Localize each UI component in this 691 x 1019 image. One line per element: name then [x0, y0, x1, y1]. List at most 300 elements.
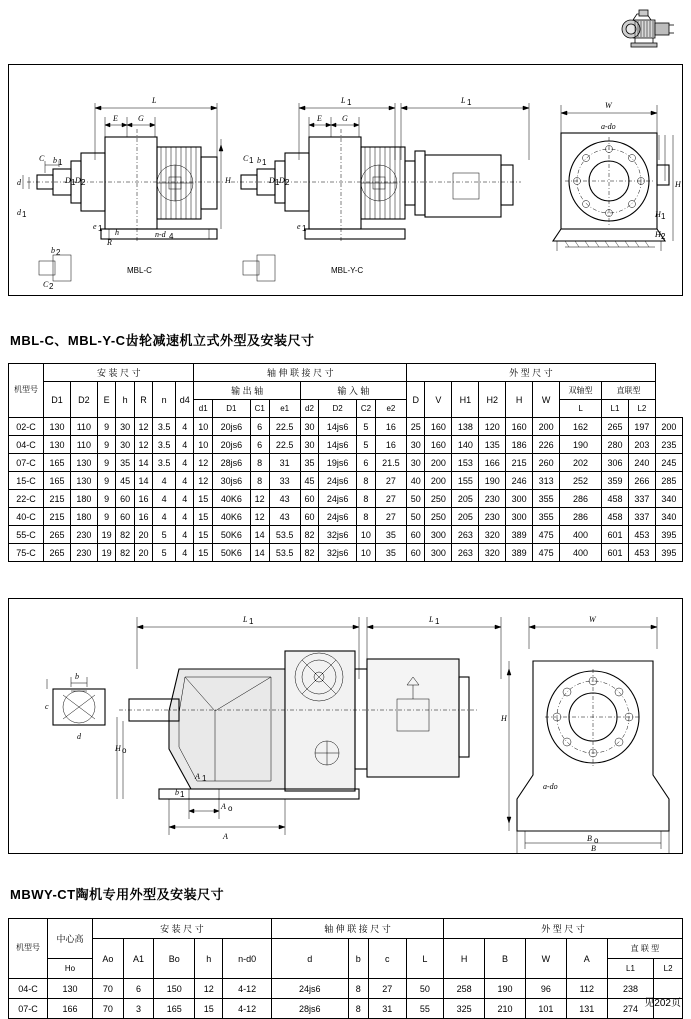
svg-text:b: b: [53, 156, 57, 165]
table-cell: 50: [406, 490, 424, 508]
table-cell: 4: [175, 418, 193, 436]
col-D: D: [406, 382, 424, 418]
table-row: [9, 454, 683, 472]
table-cell: 4: [175, 544, 193, 562]
table-cell: 24js6: [319, 490, 357, 508]
svg-text:G: G: [138, 114, 144, 123]
table-row: [9, 939, 683, 959]
col-H-2: H: [444, 939, 485, 979]
table-cell: 130: [44, 418, 71, 436]
table-cell: 120: [479, 418, 506, 436]
table-cell: 70: [93, 979, 124, 999]
table-cell: 112: [566, 979, 607, 999]
table-cell: 165: [44, 472, 71, 490]
table-cell: 150: [154, 979, 195, 999]
table-cell: 180: [70, 490, 97, 508]
table-cell: 14: [134, 454, 152, 472]
col-h2: h: [195, 939, 223, 979]
svg-text:L: L: [243, 615, 248, 624]
sub-input-shaft: 输 入 轴: [300, 382, 406, 400]
table-cell: 190: [479, 472, 506, 490]
table-cell: 230: [70, 526, 97, 544]
table-cell: 359: [602, 472, 629, 490]
table-cell: 12: [194, 472, 212, 490]
svg-text:A: A: [223, 832, 228, 841]
table-cell: 601: [602, 544, 629, 562]
table-cell: 4: [175, 508, 193, 526]
svg-text:L: L: [152, 96, 157, 105]
table-cell: 300: [425, 544, 452, 562]
table-cell: 6: [250, 418, 269, 436]
table-cell: 55: [406, 999, 444, 1019]
table-cell: 475: [533, 544, 560, 562]
svg-text:W: W: [605, 101, 612, 110]
section-heading-1: MBL-C、MBL-Y-C齿轮减速机立式外型及安装尺寸: [10, 333, 315, 348]
table-cell: 190: [485, 979, 526, 999]
table-cell: 205: [452, 508, 479, 526]
sub-direct-coupled-2: 直 联 型: [607, 939, 682, 959]
col-L1-2: L1: [607, 959, 653, 979]
svg-text:1: 1: [661, 212, 666, 221]
svg-text:d: d: [77, 732, 81, 741]
table-cell: 203: [628, 436, 655, 454]
col-H2: H2: [479, 382, 506, 418]
table-cell: 8: [357, 508, 376, 526]
table-cell: 274: [607, 999, 653, 1019]
table-cell: 12: [134, 418, 152, 436]
svg-text:H: H: [115, 744, 121, 753]
table-cell: 6: [250, 436, 269, 454]
table-cell: 205: [452, 490, 479, 508]
table-cell: 6: [123, 979, 154, 999]
table-cell: 82: [116, 544, 134, 562]
table-cell: 15-C: [9, 472, 44, 490]
table-cell: 19: [97, 544, 115, 562]
table-cell: 389: [506, 526, 533, 544]
table-cell: 130: [44, 436, 71, 454]
col-D2: D2: [70, 382, 97, 418]
svg-text:1: 1: [249, 617, 254, 626]
svg-text:1: 1: [249, 156, 254, 165]
col-L-2: L: [406, 939, 444, 979]
group-outer: 外 型 尺 寸: [406, 364, 655, 382]
table-cell: 238: [607, 979, 653, 999]
table-cell: 04-C: [9, 436, 44, 454]
col-C1: C1: [250, 400, 269, 418]
table-cell: 395: [655, 544, 682, 562]
table-row: [9, 364, 683, 382]
col-R: R: [134, 382, 152, 418]
table-cell: 4: [153, 490, 176, 508]
table-cell: 75-C: [9, 544, 44, 562]
col-n: n: [153, 382, 176, 418]
table-cell: 35: [375, 544, 406, 562]
table-cell: 306: [602, 454, 629, 472]
col-d2: d2: [300, 400, 318, 418]
table-cell: 30js6: [212, 472, 250, 490]
table-cell: 40K6: [212, 508, 250, 526]
table-cell: 130: [70, 454, 97, 472]
sub-direct-coupled: 直联型: [602, 382, 656, 400]
table-cell: 07-C: [9, 454, 44, 472]
col-e2: e2: [375, 400, 406, 418]
table-cell: 4: [175, 454, 193, 472]
table-cell: 166: [48, 999, 93, 1019]
table-cell: 266: [628, 472, 655, 490]
svg-text:1: 1: [467, 98, 472, 107]
table-row: [9, 436, 683, 454]
table-cell: 27: [375, 472, 406, 490]
col-E: E: [97, 382, 115, 418]
col-H: H: [506, 382, 533, 418]
table-cell: 5: [153, 526, 176, 544]
table-cell: 20js6: [212, 436, 250, 454]
svg-text:2: 2: [661, 232, 666, 241]
svg-text:D: D: [65, 176, 71, 185]
table-cell: 101: [525, 999, 566, 1019]
svg-text:1: 1: [98, 224, 103, 233]
table-cell: 35: [116, 454, 134, 472]
table-cell: 9: [97, 508, 115, 526]
table-cell: 30: [300, 418, 318, 436]
table-cell: 4-12: [223, 999, 272, 1019]
table-cell: 30: [116, 418, 134, 436]
table-cell: 22-C: [9, 490, 44, 508]
table-cell: 15: [194, 544, 212, 562]
col-A-2: A: [566, 939, 607, 979]
table-cell: 28js6: [212, 454, 250, 472]
page-reference-note: 见202页: [644, 998, 681, 1009]
table-cell: 50: [406, 508, 424, 526]
table-cell: 21.5: [375, 454, 406, 472]
col-L2-2: L2: [654, 959, 683, 979]
table-cell: 14: [250, 544, 269, 562]
col-Ho: Ho: [48, 959, 93, 979]
table-cell: 82: [300, 544, 318, 562]
col-model: 机型号: [14, 385, 38, 395]
col-D1: D1: [44, 382, 71, 418]
table-cell: 190: [560, 436, 602, 454]
table-cell: 153: [452, 454, 479, 472]
figure-1-frame: [8, 64, 683, 296]
table-cell: 337: [628, 508, 655, 526]
svg-text:L: L: [461, 96, 466, 105]
svg-text:o: o: [122, 746, 127, 755]
col-L2: L2: [628, 400, 655, 418]
section-heading-2: MBWY-CT陶机专用外型及安装尺寸: [10, 887, 225, 902]
table-cell: 50K6: [212, 544, 250, 562]
table-cell: 60: [116, 508, 134, 526]
table-cell: 200: [425, 454, 452, 472]
svg-text:a-do: a-do: [601, 122, 616, 131]
group-shaft: 轴 伸 联 接 尺 寸: [194, 364, 407, 382]
table-cell: 130: [48, 979, 93, 999]
table-cell: 40-C: [9, 508, 44, 526]
table-cell: 180: [70, 508, 97, 526]
table-cell: 240: [628, 454, 655, 472]
svg-text:H: H: [655, 210, 661, 219]
table-cell: 131: [566, 999, 607, 1019]
col-H1: H1: [452, 382, 479, 418]
table-cell: 400: [560, 526, 602, 544]
svg-text:C: C: [243, 154, 249, 163]
table-cell: 340: [655, 508, 682, 526]
table-cell: 300: [506, 490, 533, 508]
table-cell: 110: [70, 418, 97, 436]
table-cell: 60: [406, 526, 424, 544]
table-cell: 260: [533, 454, 560, 472]
table-cell: 31: [269, 454, 300, 472]
table-cell: 300: [425, 526, 452, 544]
table-cell: 258: [444, 979, 485, 999]
sub-dual-shaft: 双轴型: [560, 382, 602, 400]
svg-text:E: E: [113, 114, 118, 123]
table-cell: 160: [506, 418, 533, 436]
table-cell: 130: [70, 472, 97, 490]
table-cell: 55-C: [9, 526, 44, 544]
table-cell: 16: [134, 508, 152, 526]
table-cell: 265: [44, 526, 71, 544]
table-cell: 32js6: [319, 544, 357, 562]
table-cell: 340: [655, 490, 682, 508]
table-cell: 82: [116, 526, 134, 544]
col-model-2: 机型号: [16, 943, 40, 953]
table-cell: 300: [506, 508, 533, 526]
svg-text:2: 2: [285, 178, 290, 187]
svg-text:C: C: [39, 154, 45, 163]
table-cell: 50: [406, 979, 444, 999]
group-install: 安 装 尺 寸: [44, 364, 194, 382]
col-d: d: [271, 939, 348, 979]
table-cell: 14: [250, 526, 269, 544]
table-cell: 60: [406, 544, 424, 562]
col-A1: A1: [123, 939, 154, 979]
table-cell: 230: [479, 490, 506, 508]
table-cell: 3: [123, 999, 154, 1019]
table-row: [9, 526, 683, 544]
table-cell: 8: [357, 472, 376, 490]
svg-text:1: 1: [435, 617, 440, 626]
svg-text:W: W: [589, 615, 596, 624]
col-c: c: [369, 939, 407, 979]
table-cell: 53.5: [269, 544, 300, 562]
col-d4: d4: [175, 382, 193, 418]
svg-text:o: o: [594, 836, 599, 845]
table-cell: 166: [479, 454, 506, 472]
svg-text:A: A: [195, 772, 200, 781]
svg-text:1: 1: [180, 790, 185, 799]
table-cell: 30: [406, 436, 424, 454]
col-L: L: [560, 400, 602, 418]
table-cell: 230: [70, 544, 97, 562]
table-cell: 14js6: [319, 418, 357, 436]
table-cell: 82: [300, 526, 318, 544]
table-cell: 60: [300, 490, 318, 508]
svg-text:A: A: [221, 802, 226, 811]
table-row: [9, 919, 683, 939]
table-cell: 313: [533, 472, 560, 490]
table-cell: 45: [300, 472, 318, 490]
table-cell: 15: [194, 526, 212, 544]
table-cell: 286: [560, 490, 602, 508]
table-cell: 135: [479, 436, 506, 454]
svg-text:B: B: [587, 834, 592, 843]
col-C2: C2: [357, 400, 376, 418]
dimensions-table-1: [8, 363, 683, 562]
table-cell: 20: [134, 544, 152, 562]
table-cell: 355: [533, 508, 560, 526]
svg-text:R: R: [107, 238, 112, 247]
table-cell: 40: [406, 472, 424, 490]
group-center-height: 中心高: [48, 919, 93, 959]
svg-text:2: 2: [49, 282, 54, 291]
table-cell: 40K6: [212, 490, 250, 508]
table-cell: 20js6: [212, 418, 250, 436]
table-cell: 02-C: [9, 418, 44, 436]
table-cell: 35: [300, 454, 318, 472]
table-cell: 30: [300, 436, 318, 454]
table-row: [9, 490, 683, 508]
table-cell: 265: [602, 418, 629, 436]
table-cell: 22.5: [269, 436, 300, 454]
table-cell: 475: [533, 526, 560, 544]
table-cell: 325: [444, 999, 485, 1019]
table-cell: 200: [425, 472, 452, 490]
table-cell: 9: [97, 436, 115, 454]
svg-text:b: b: [51, 246, 55, 255]
table-cell: 24js6: [319, 508, 357, 526]
table-cell: 230: [479, 508, 506, 526]
svg-text:H: H: [655, 230, 661, 239]
table-cell: 12: [195, 979, 223, 999]
table-cell: 16: [134, 490, 152, 508]
table-cell: 16: [375, 436, 406, 454]
table-cell: 337: [628, 490, 655, 508]
table-cell: 3.5: [153, 436, 176, 454]
svg-text:H: H: [501, 714, 507, 723]
table-row: [9, 544, 683, 562]
table-cell: 60: [300, 508, 318, 526]
table-cell: 3.5: [153, 454, 176, 472]
svg-text:E: E: [317, 114, 322, 123]
table-cell: 4: [175, 436, 193, 454]
col-e1: e1: [269, 400, 300, 418]
col-W: W: [533, 382, 560, 418]
col-D1b: D1: [212, 400, 250, 418]
table-cell: 24js6: [319, 472, 357, 490]
svg-text:d: d: [17, 178, 21, 187]
group-shaft-2: 轴 伸 联 接 尺 寸: [271, 919, 443, 939]
table-cell: 15: [194, 508, 212, 526]
col-D2b: D2: [319, 400, 357, 418]
table-cell: 286: [560, 508, 602, 526]
svg-text:H: H: [675, 180, 681, 189]
table-cell: 110: [70, 436, 97, 454]
table-cell: 4: [175, 472, 193, 490]
col-nd0: n-d0: [223, 939, 272, 979]
svg-text:1: 1: [58, 158, 63, 167]
svg-text:4: 4: [169, 232, 174, 241]
table-cell: 320: [479, 526, 506, 544]
table-cell: 215: [506, 454, 533, 472]
table-cell: 20: [134, 526, 152, 544]
table-cell: 210: [485, 999, 526, 1019]
table-cell: 250: [425, 508, 452, 526]
table-cell: 3.5: [153, 418, 176, 436]
col-B-2: B: [485, 939, 526, 979]
table-cell: 14js6: [319, 436, 357, 454]
table-cell: 265: [44, 544, 71, 562]
svg-text:e: e: [297, 222, 301, 231]
table-cell: 226: [533, 436, 560, 454]
table-row: [9, 999, 683, 1019]
svg-text:1: 1: [275, 178, 280, 187]
table-cell: 27: [369, 979, 407, 999]
table-cell: 458: [602, 490, 629, 508]
table-cell: 12: [250, 490, 269, 508]
table-cell: 601: [602, 526, 629, 544]
table-cell: 215: [44, 508, 71, 526]
table-cell: 202: [560, 454, 602, 472]
table-row: [9, 979, 683, 999]
table-cell: 5: [153, 544, 176, 562]
table-cell: 8: [348, 999, 368, 1019]
svg-text:n-d: n-d: [155, 230, 166, 239]
table-cell: 389: [506, 544, 533, 562]
table-cell: 165: [44, 454, 71, 472]
svg-text:D: D: [75, 176, 81, 185]
table-cell: 35: [375, 526, 406, 544]
table-cell: 28js6: [271, 999, 348, 1019]
svg-text:e: e: [93, 222, 97, 231]
table-cell: 53.5: [269, 526, 300, 544]
table-cell: 263: [452, 526, 479, 544]
table-cell: 160: [425, 418, 452, 436]
table-cell: 43: [269, 490, 300, 508]
table-cell: 4-12: [223, 979, 272, 999]
table-cell: 27: [375, 508, 406, 526]
svg-text:1: 1: [22, 210, 27, 219]
table-cell: 9: [97, 490, 115, 508]
table-cell: 43: [269, 508, 300, 526]
table-cell: 96: [525, 979, 566, 999]
table-cell: 70: [93, 999, 124, 1019]
table-cell: 246: [506, 472, 533, 490]
table-cell: 10: [357, 544, 376, 562]
svg-text:c: c: [45, 702, 49, 711]
table-cell: 162: [560, 418, 602, 436]
table-cell: 458: [602, 508, 629, 526]
table-cell: 280: [602, 436, 629, 454]
col-L1: L1: [602, 400, 629, 418]
table-cell: 140: [452, 436, 479, 454]
table-cell: 160: [425, 436, 452, 454]
table-cell: 8: [348, 979, 368, 999]
table-cell: 320: [479, 544, 506, 562]
svg-text:b: b: [257, 156, 261, 165]
table-cell: 60: [116, 490, 134, 508]
table-cell: 4: [175, 490, 193, 508]
svg-text:1: 1: [302, 224, 307, 233]
table-cell: 186: [506, 436, 533, 454]
table-cell: 4: [175, 526, 193, 544]
svg-text:MBL-C: MBL-C: [127, 266, 152, 275]
table-cell: 6: [357, 454, 376, 472]
svg-text:1: 1: [71, 178, 76, 187]
svg-text:D: D: [269, 176, 275, 185]
group-install-2: 安 装 尺 寸: [93, 919, 272, 939]
svg-text:B: B: [591, 844, 596, 853]
